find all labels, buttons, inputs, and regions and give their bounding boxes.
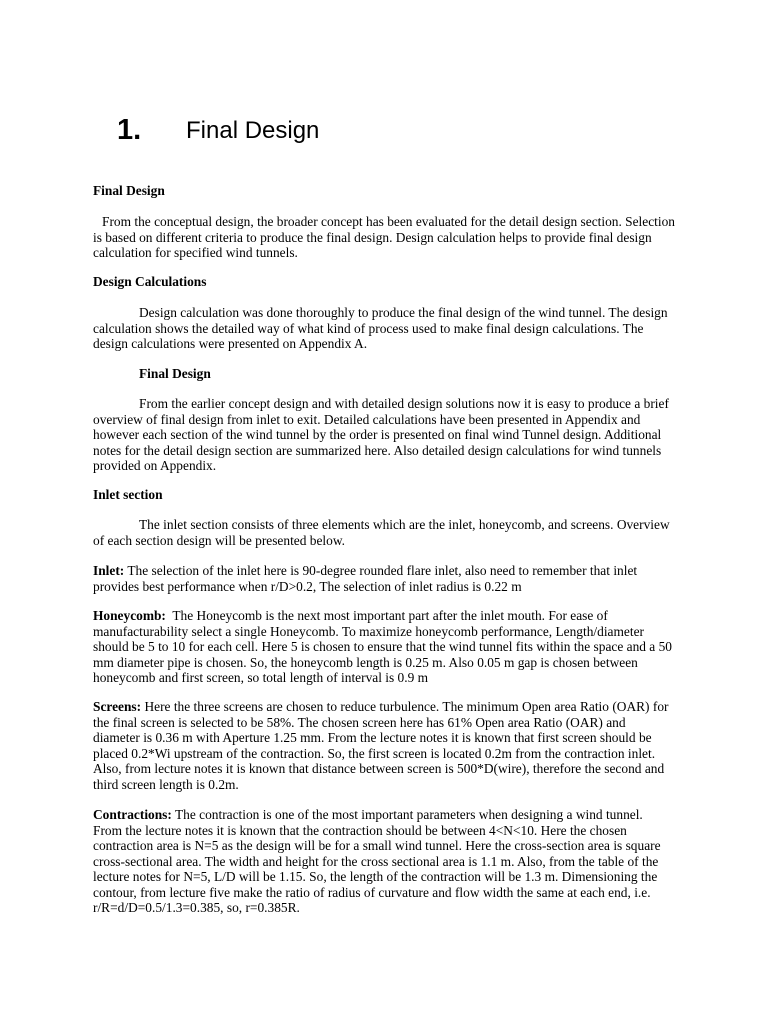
label-inlet: Inlet: <box>93 563 125 578</box>
paragraph-contractions <box>93 807 675 916</box>
subheading-final-design: Final Design <box>93 183 165 198</box>
paragraph-final-design-2: From the earlier concept design and with detailed design solutions now it is easy to produce a brief overview of final design from inlet to exit. Detailed calculations have been presented in Appendix and however each section of the wind tunnel by the order is presented on final wind Tunnel design. Additional notes for the detail design section are summarized here. Also detailed design calculations for wind tunnels provided on Appendix. <box>93 396 669 473</box>
label-screens: Screens: <box>93 699 142 714</box>
chapter-title: Final Design <box>186 117 320 144</box>
chapter-heading <box>117 112 677 152</box>
paragraph-honeycomb <box>93 608 675 686</box>
label-honeycomb: Honeycomb: <box>93 608 166 623</box>
paragraph-design-calculations: Design calculation was done thoroughly to produce the final design of the wind tunnel. The design calculation shows the detailed way of what kind of process used to make final design calculations. The design calculations were presented on Appendix A. <box>93 305 668 351</box>
paragraph-final-design: From the conceptual design, the broader concept has been evaluated for the detail design section. Selection is based on different criteria to produce the final design. Design calculation helps to provide final design calculation for specified wind tunnels. <box>93 214 675 260</box>
text-screens: Here the three screens are chosen to reduce turbulence. The minimum Open area Ratio (OAR) for the final screen is selected to be 58%. The chosen screen here has 61% Open area Ratio (OAR) and diameter is 0.36 m with Aperture 1.25 mm. From the lecture notes it is known that first screen should be placed 0.2*Wi upstream of the contraction. So, the first screen is located 0.2m from the contraction inlet. Also, from lecture notes it is known that distance between screen is 500*D(wire), therefore the second and third screen length is 0.2m. <box>93 699 669 792</box>
label-contractions: Contractions: <box>93 807 172 822</box>
text-contractions: The contraction is one of the most important parameters when designing a wind tunnel. From the lecture notes it is known that the contraction should be between 4<N<10. Here the chosen contraction area is N=5 as the design will be for a small wind tunnel. Here the cross-section area is square cross-sectional area. The width and height for the cross sectional area is 1.1 m. Also, from the table of the lecture notes for N=5, L/D will be 1.15. So, the length of the contraction will be 1.3 m. Dimensioning the contour, from lecture five make the ratio of radius of curvature and flow width the same at each end, i.e. r/R=d/D=0.5/1.3=0.385, so, r=0.385R. <box>93 807 661 915</box>
text-honeycomb: The Honeycomb is the next most important part after the inlet mouth. For ease of manufacturability select a single Honeycomb. To maximize honeycomb performance, Length/diameter should be 5 to 10 for each cell. Here 5 is chosen to ensure that the wind tunnel fits within the space and a 50 mm diameter pipe is chosen. So, the honeycomb length is 0.25 m. Also 0.05 m gap is chosen between honeycomb and first screen, so total length of interval is 0.9 m <box>93 608 672 685</box>
paragraph-inlet-section: The inlet section consists of three elements which are the inlet, honeycomb, and screens. Overview of each section design will be presented below. <box>93 517 670 548</box>
text-inlet: The selection of the inlet here is 90-degree rounded flare inlet, also need to remember that inlet provides best performance when r/D>0.2, The selection of inlet radius is 0.22 m <box>93 563 638 594</box>
paragraph-inlet <box>93 563 675 594</box>
subheading-final-design-2: Final Design <box>139 366 211 381</box>
subheading-inlet-section: Inlet section <box>93 487 163 502</box>
paragraph-screens <box>93 699 675 792</box>
chapter-number: 1. <box>117 114 142 146</box>
subheading-design-calculations: Design Calculations <box>93 274 207 289</box>
